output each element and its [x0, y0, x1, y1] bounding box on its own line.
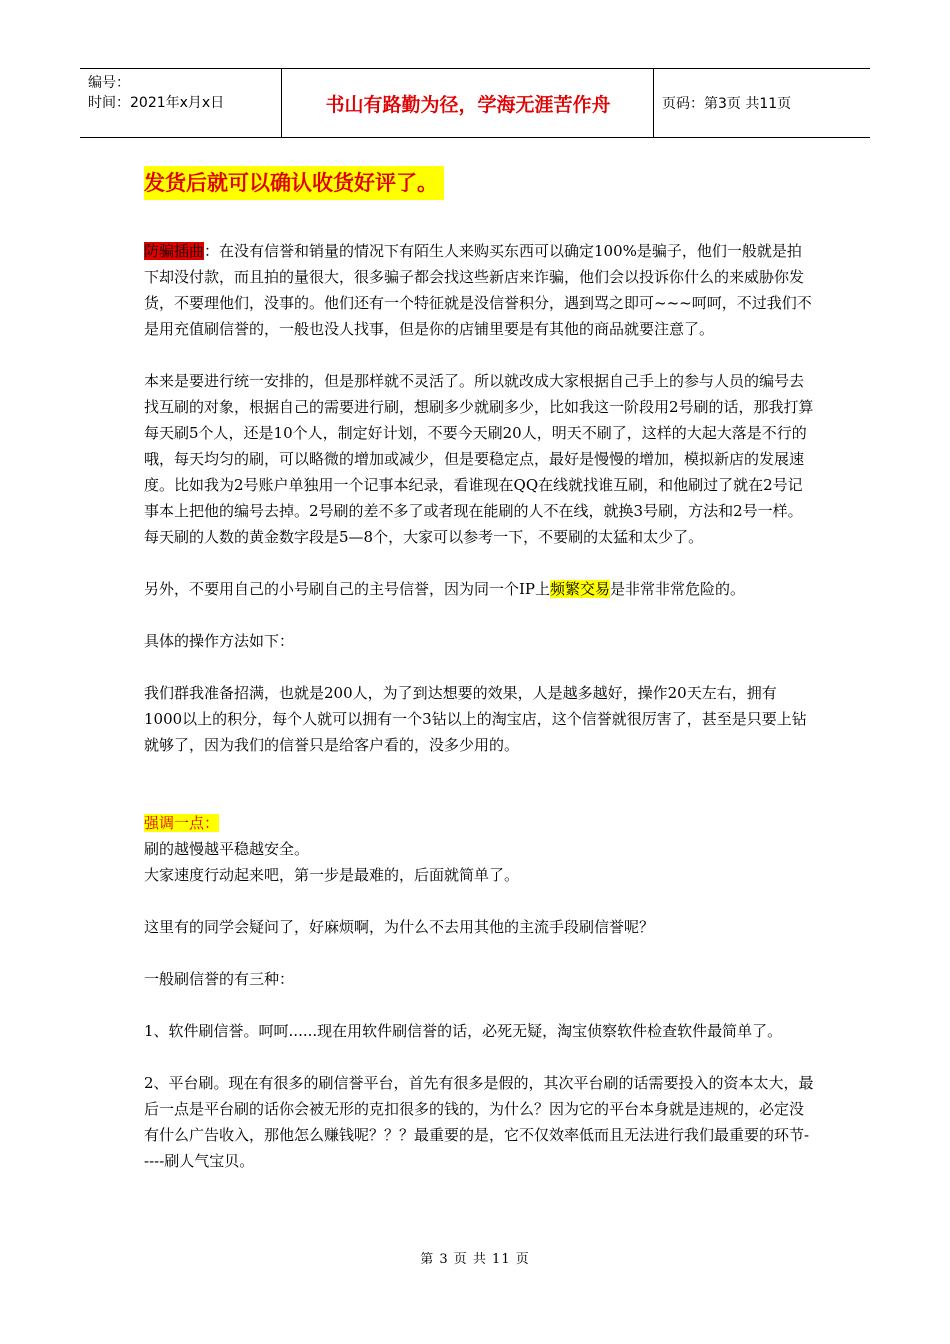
- time-label: 时间：2021年x月x日: [88, 95, 225, 111]
- ip-text-after: 是非常非常危险的。: [610, 580, 746, 598]
- ip-text-before: 另外，不要用自己的小号刷自己的主号信誉，因为同一个IP上: [144, 580, 551, 598]
- method-paragraph: 具体的操作方法如下：: [144, 632, 295, 650]
- list-item-platform: 2、平台刷。现在有很多的刷信誉平台，首先有很多是假的，其次平台刷的话需要投入的资本太大，最后一点是平台刷的话你会被无形的克扣很多的钱的，为什么？因为它的平台本身就是违规的，必定没有什么广告收入，那他怎么赚钱呢？？？最重要的是，它不仅效率低而且无法进行我们最重要的环节-----刷人气宝贝。: [144, 1074, 814, 1170]
- header-meta: [88, 73, 278, 113]
- section-heading: 发货后就可以确认收货好评了。: [144, 166, 444, 200]
- question-paragraph: 这里有的同学会疑问了，好麻烦啊，为什么不去用其他的主流手段刷信誉呢？: [144, 918, 655, 936]
- group-paragraph: 我们群我准备招满，也就是200人，为了到达想要的效果，人是越多越好，操作20天左右，拥有1000以上的积分，每个人就可以拥有一个3钻以上的淘宝店，这个信誉就很厉害了，甚至是只要上钻就够了，因为我们的信誉只是给客户看的，没多少用的。: [144, 684, 807, 754]
- list-item-software: 1、软件刷信誉。呵呵......现在用软件刷信誉的话，必死无疑，淘宝侦察软件检查软件最简单了。: [144, 1022, 783, 1040]
- golden-paragraph: 每天刷的人数的黄金数字段是5—8个，大家可以参考一下，不要刷的太猛和太少了。: [144, 528, 704, 546]
- emphasis-label: 强调一点：: [144, 814, 220, 832]
- header-motto: 书山有路勤为径，学海无涯苦作舟: [325, 93, 611, 116]
- page-footer: 第 3 页 共 11 页: [420, 1252, 530, 1267]
- plan-paragraph: 本来是要进行统一安排的，但是那样就不灵活了。所以就改成大家根据自己手上的参与人员的编号去找互刷的对象，根据自己的需要进行刷，想刷多少就刷多少，比如我这一阶段用2号刷的话，那我打算每天刷5个人，还是10个人，制定好计划，不要今天刷20人，明天不刷了，这样的大起大落是不行的哦，每天均匀的刷，可以略微的增加或减少，但是要稳定点，最好是慢慢的增加，模拟新店的发展速度。比如我为2号账户单独用一个记事本纪录，看谁现在QQ在线就找谁互刷，和他刷过了就在2号记事本上把他的编号去掉。2号刷的差不多了或者现在能刷的人不在线，就换3号刷，方法和2号一样。: [144, 372, 814, 520]
- header-divider: [653, 69, 654, 137]
- ip-paragraph: [144, 576, 814, 602]
- page-header: [80, 68, 870, 138]
- emphasis-line-2: 大家速度行动起来吧，第一步是最难的，后面就简单了。: [144, 866, 520, 884]
- emphasis-line-1: 刷的越慢越平稳越安全。: [144, 840, 310, 858]
- three-ways-paragraph: 一般刷信誉的有三种：: [144, 970, 295, 988]
- ip-highlight: 频繁交易: [550, 580, 611, 598]
- emphasis-line: [144, 810, 814, 836]
- document-body: [144, 166, 814, 1174]
- number-label: 编号：: [88, 75, 130, 91]
- anti-fraud-tag: 防骗插曲: [144, 242, 205, 260]
- anti-fraud-paragraph: [144, 238, 814, 342]
- anti-fraud-text: ：在没有信誉和销量的情况下有陌生人来购买东西可以确定100%是骗子，他们一般就是拍下却没付款，而且拍的量很大，很多骗子都会找这些新店来诈骗，他们会以投诉你什么的来威胁你发货，不要理他们，没事的。他们还有一个特征就是没信誉积分，遇到骂之即可~~~呵呵，不过我们不是用充值刷信誉的，一般也没人找事，但是你的店铺里要是有其他的商品就要注意了。: [144, 242, 812, 338]
- header-page-info: 页码：第3页 共11页: [662, 96, 792, 112]
